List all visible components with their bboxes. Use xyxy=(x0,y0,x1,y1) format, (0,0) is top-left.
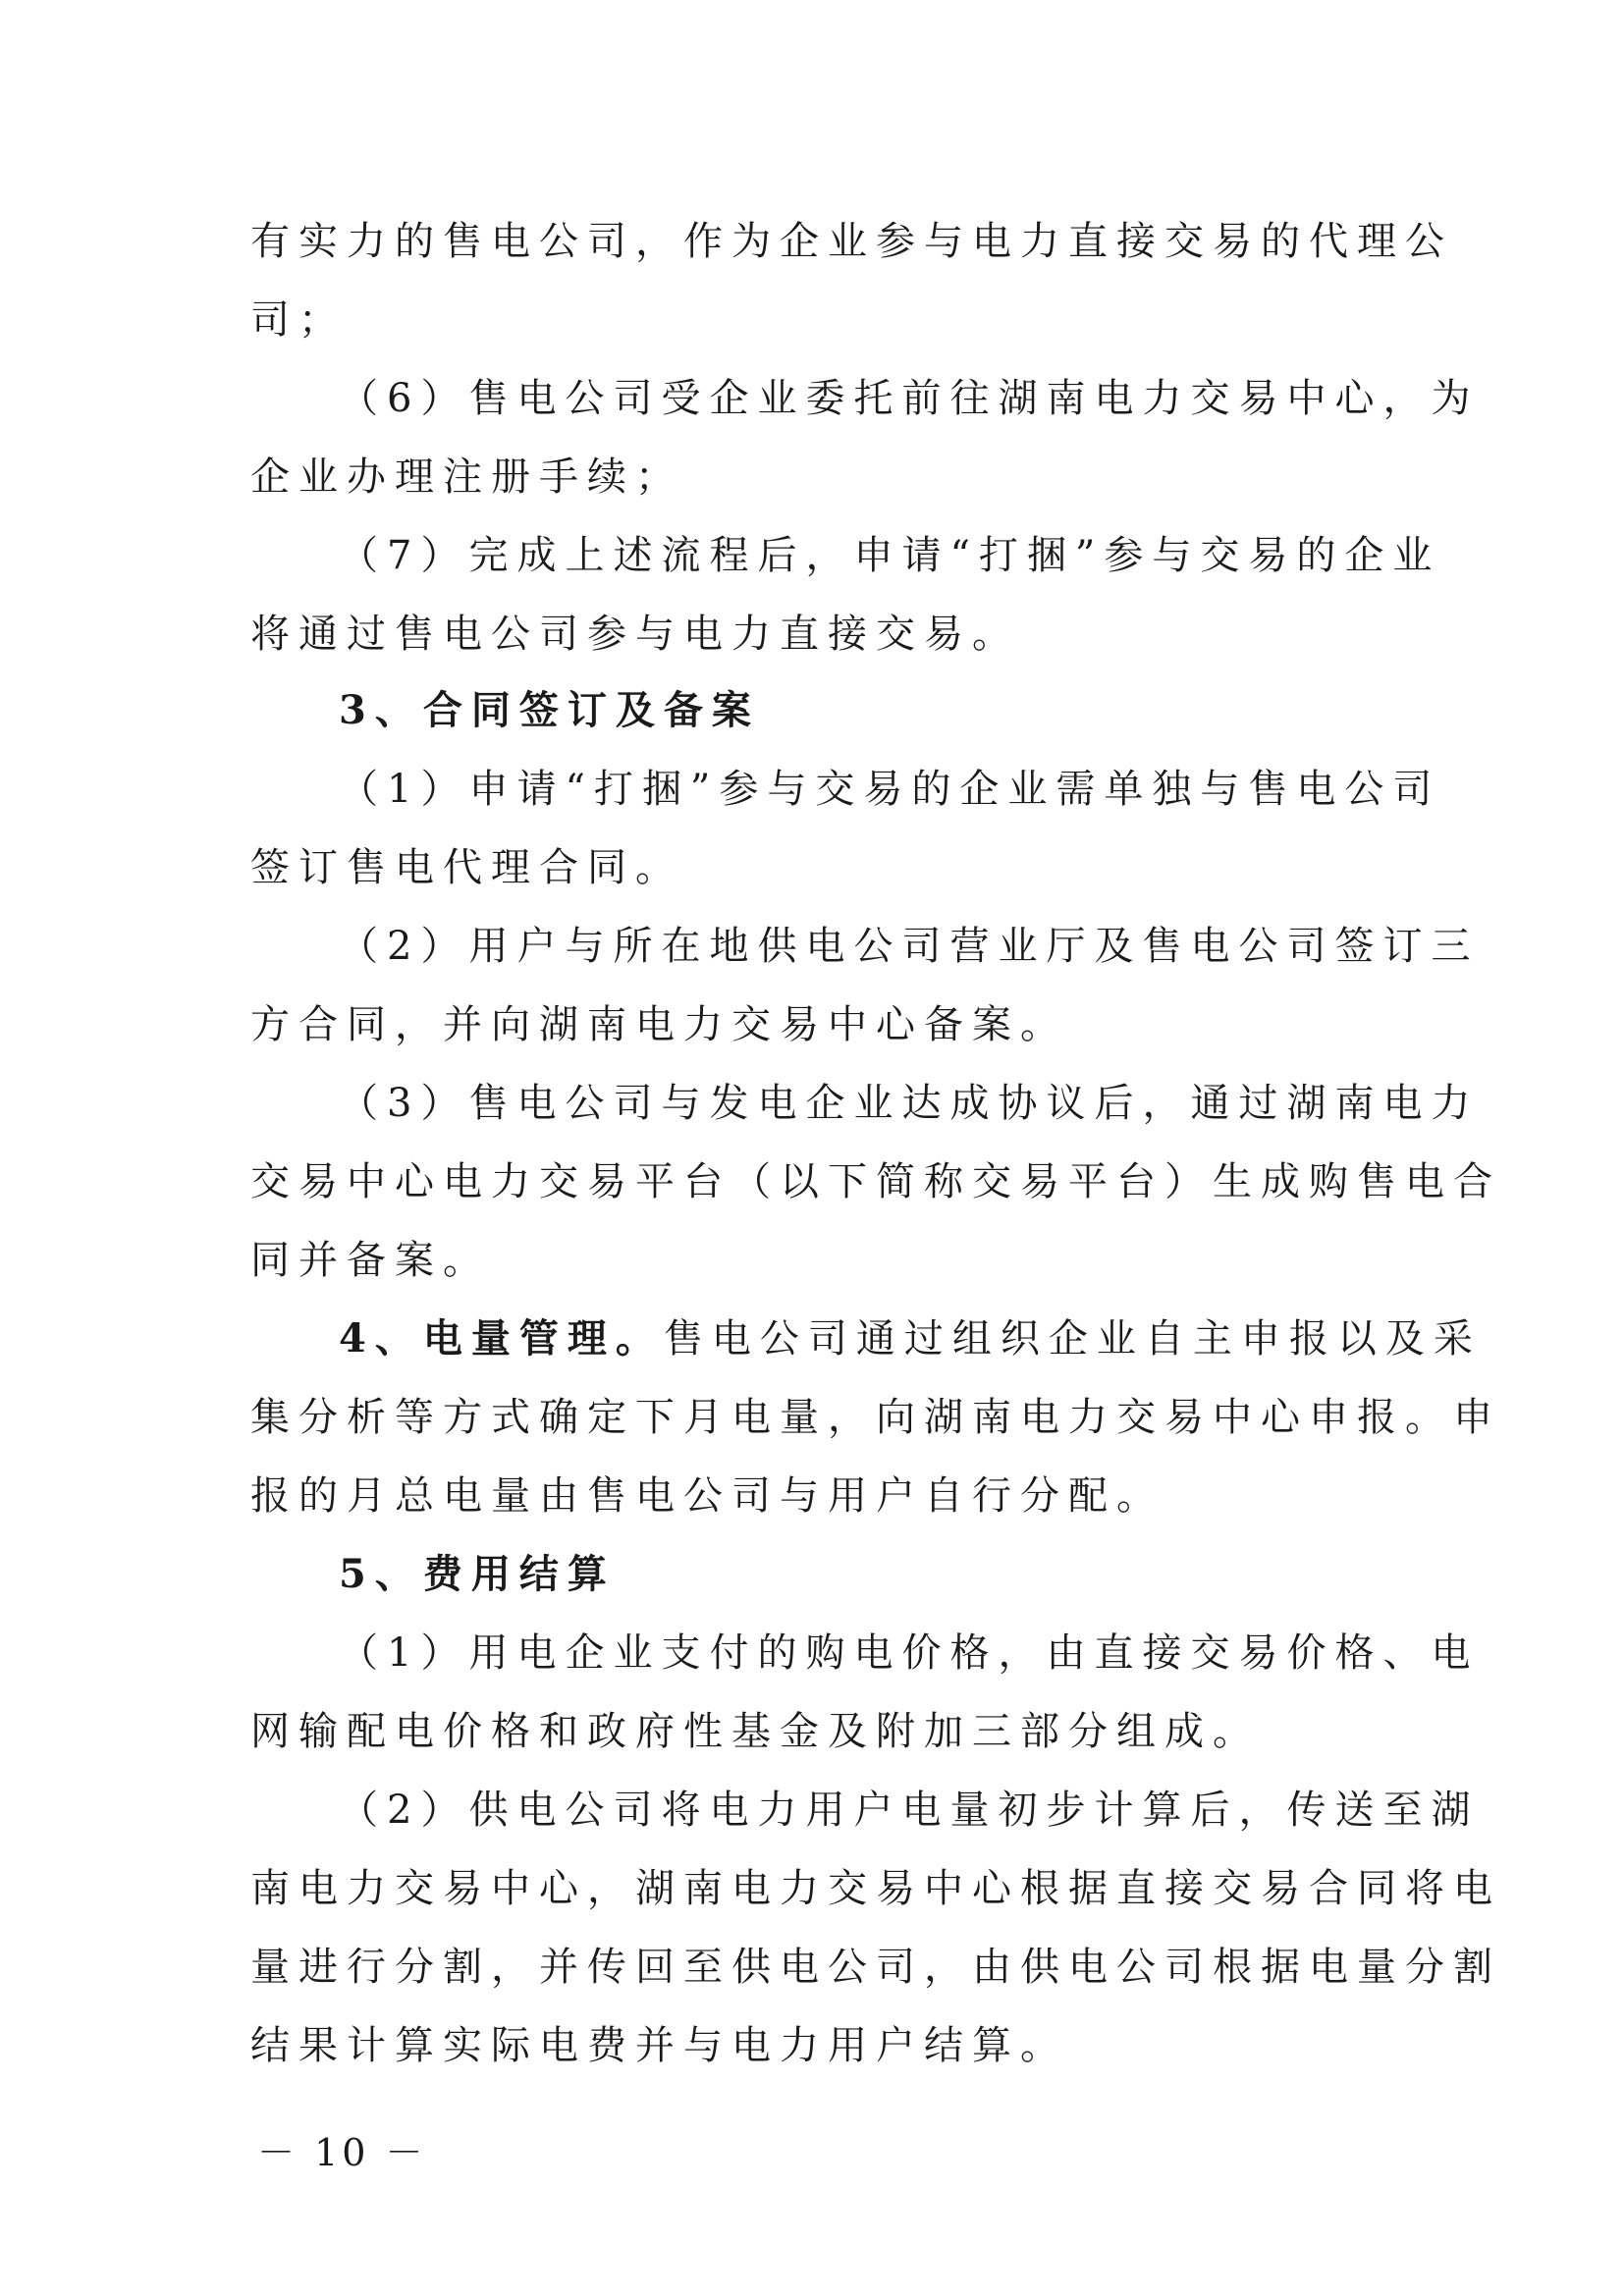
paragraph-line: 南电力交易中心，湖南电力交易中心根据直接交易合同将电 xyxy=(250,1866,1501,1911)
paragraph-line: 报的月总电量由售电公司与用户自行分配。 xyxy=(250,1473,1164,1519)
section-heading-4: 4、电量管理。 xyxy=(339,1315,664,1362)
section-heading-3: 3、合同签订及备案 xyxy=(339,687,760,733)
paragraph-line: 签订售电代理合同。 xyxy=(250,845,683,890)
paragraph-line: （2）供电公司将电力用户电量初步计算后，传送至湖 xyxy=(339,1788,1480,1833)
paragraph-line: （7）完成上述流程后，申请“打捆”参与交易的企业 xyxy=(339,533,1441,578)
paragraph-line: （2）用户与所在地供电公司营业厅及售电公司签订三 xyxy=(339,924,1480,969)
section-heading-4-line xyxy=(339,1311,1482,1366)
paragraph-line: 司； xyxy=(250,297,347,343)
paragraph-line: 集分析等方式确定下月电量，向湖南电力交易中心申报。申 xyxy=(250,1395,1501,1440)
paragraph-line: 量进行分割，并传回至供电公司，由供电公司根据电量分割 xyxy=(250,1945,1501,1990)
section-heading-5: 5、费用结算 xyxy=(339,1551,616,1597)
paragraph-line: 同并备案。 xyxy=(250,1238,491,1283)
paragraph-line: 企业办理注册手续； xyxy=(250,454,683,500)
paragraph-line: （6）售电公司受企业委托前往湖南电力交易中心，为 xyxy=(339,376,1480,421)
paragraph-line: （1）用电企业支付的购电价格，由直接交易价格、电 xyxy=(339,1630,1480,1676)
paragraph-line: 有实力的售电公司，作为企业参与电力直接交易的代理公 xyxy=(250,219,1453,264)
paragraph-text: 售电公司通过组织企业自主申报以及采 xyxy=(663,1316,1482,1362)
paragraph-line: 方合同，并向湖南电力交易中心备案。 xyxy=(250,1002,1068,1047)
paragraph-line: 将通过售电公司参与电力直接交易。 xyxy=(250,612,1020,657)
paragraph-line: 结果计算实际电费并与电力用户结算。 xyxy=(250,2023,1068,2068)
paragraph-line: （3）售电公司与发电企业达成协议后，通过湖南电力 xyxy=(339,1081,1480,1126)
paragraph-line: （1）申请“打捆”参与交易的企业需单独与售电公司 xyxy=(339,767,1441,812)
paragraph-line: 网输配电价格和政府性基金及附加三部分组成。 xyxy=(250,1709,1261,1754)
paragraph-line: 交易中心电力交易平台（以下简称交易平台）生成购售电合 xyxy=(250,1159,1501,1204)
page-number: － 10 － xyxy=(257,2131,427,2174)
